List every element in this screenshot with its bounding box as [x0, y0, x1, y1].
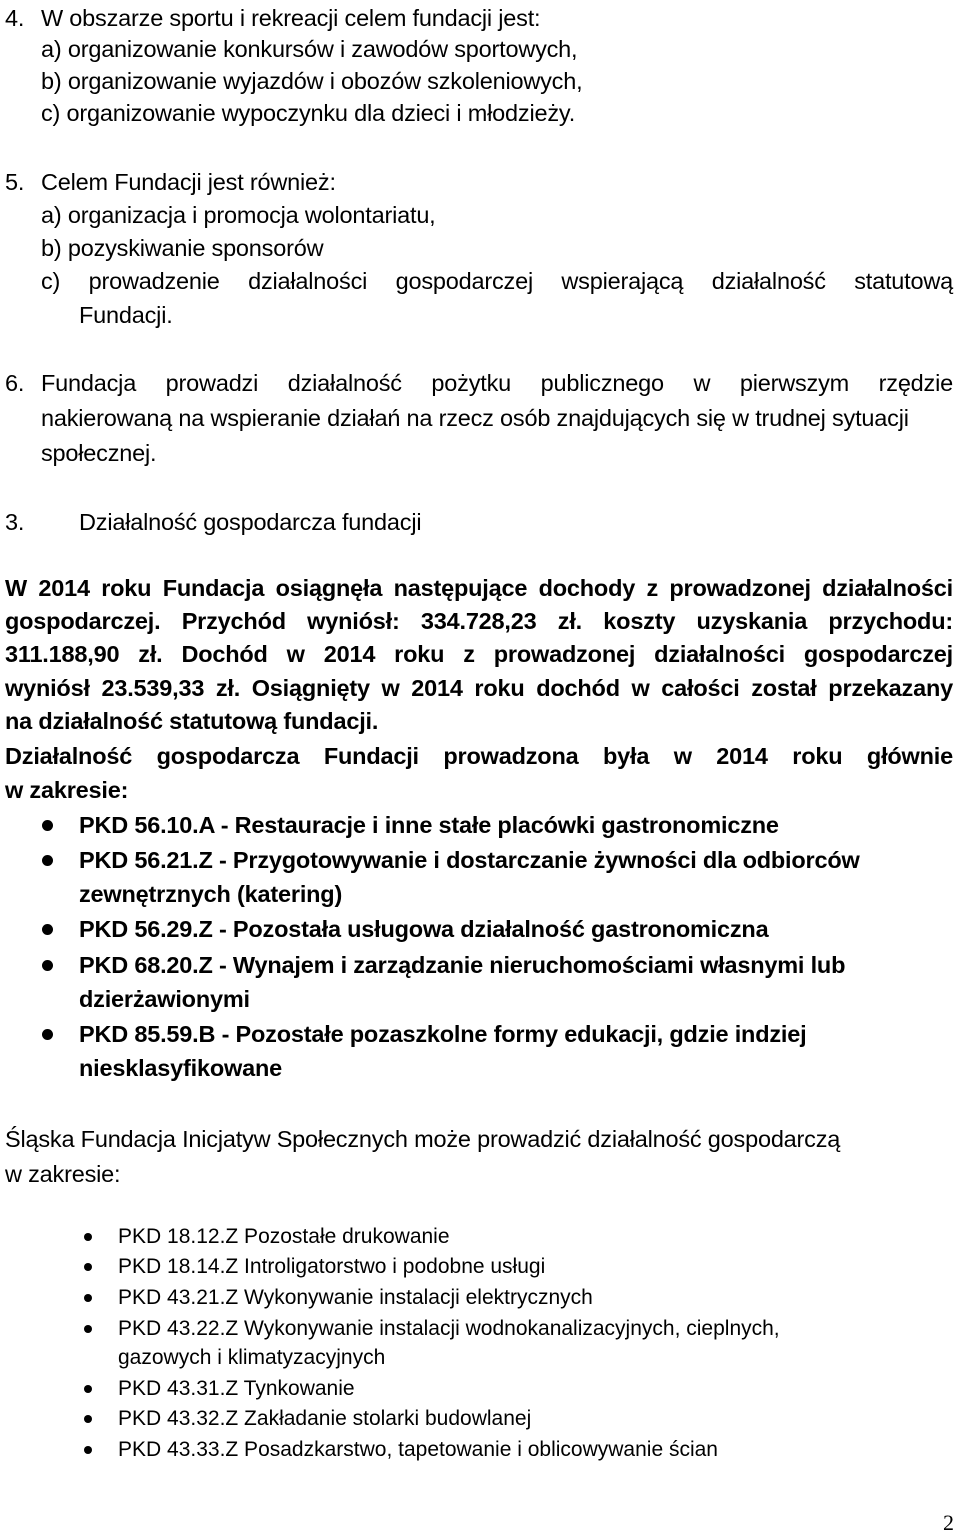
pkd-item: PKD 43.31.Z Tynkowanie: [118, 1377, 355, 1400]
pkd-item: PKD 18.14.Z Introligatorstwo i podobne usługi: [118, 1255, 546, 1278]
income-line: na działalność statutową fundacji.: [5, 708, 379, 734]
bullet-icon: [42, 820, 53, 831]
list-item: c) prowadzenie działalności gospodarczej wspierającą działalność statutową: [41, 268, 953, 294]
bullet-icon: [84, 1294, 92, 1302]
bullet-icon: [84, 1325, 92, 1333]
pkd-item: PKD 43.33.Z Posadzkarstwo, tapetowanie i oblicowywanie ścian: [118, 1438, 718, 1461]
income-line: wyniósł 23.539,33 zł. Osiągnięty w 2014 roku dochód w całości został przekazany: [5, 675, 953, 701]
income-line: 311.188,90 zł. Dochód w 2014 roku z prowadzonej działalności gospodarczej: [5, 641, 953, 667]
list-item: a) organizacja i promocja wolontariatu,: [41, 202, 436, 228]
section-heading: Celem Fundacji jest również:: [41, 169, 336, 195]
paragraph-line: nakierowaną na wspieranie działań na rzecz osób znajdujących się w trudnej sytuacji: [41, 405, 909, 431]
pkd-item: PKD 18.12.Z Pozostałe drukowanie: [118, 1225, 450, 1248]
bullet-icon: [84, 1385, 92, 1393]
list-item: a) organizowanie konkursów i zawodów sportowych,: [41, 36, 578, 62]
pkd-item: PKD 68.20.Z - Wynajem i zarządzanie nieruchomościami własnymi lub: [79, 952, 846, 978]
income-line: W 2014 roku Fundacja osiągnęła następujące dochody z prowadzonej działalności: [5, 575, 953, 601]
pkd-item: PKD 43.21.Z Wykonywanie instalacji elektrycznych: [118, 1286, 593, 1309]
section-heading: Działalność gospodarcza fundacji: [79, 509, 422, 535]
pkd-item-continuation: zewnętrznych (katering): [79, 881, 343, 907]
scope-line: w zakresie:: [5, 777, 129, 803]
list-item: b) organizowanie wyjazdów i obozów szkoleniowych,: [41, 68, 583, 94]
pkd-item: PKD 43.32.Z Zakładanie stolarki budowlanej: [118, 1407, 532, 1430]
possible-line: Śląska Fundacja Inicjatyw Społecznych może prowadzić działalność gospodarczą: [5, 1126, 841, 1152]
bullet-icon: [84, 1446, 92, 1454]
paragraph-line: Fundacja prowadzi działalność pożytku publicznego w pierwszym rzędzie: [41, 370, 953, 396]
pkd-item: PKD 43.22.Z Wykonywanie instalacji wodnokanalizacyjnych, cieplnych,: [118, 1317, 780, 1340]
bullet-icon: [42, 924, 53, 935]
pkd-item: PKD 56.10.A - Restauracje i inne stałe placówki gastronomiczne: [79, 812, 779, 838]
bullet-icon: [84, 1263, 92, 1271]
section-number: 5.: [5, 169, 25, 195]
list-item: c) organizowanie wypoczynku dla dzieci i młodzieży.: [41, 100, 576, 126]
bullet-icon: [42, 1029, 53, 1040]
page-number: 2: [943, 1510, 954, 1535]
section-number: 3.: [5, 509, 25, 535]
section-number: 4.: [5, 5, 25, 31]
list-item-continuation: Fundacji.: [79, 302, 173, 328]
income-line: gospodarczej. Przychód wyniósł: 334.728,23 zł. koszty uzyskania przychodu:: [5, 608, 953, 634]
possible-line: w zakresie:: [5, 1161, 121, 1187]
paragraph-line: społecznej.: [41, 440, 157, 466]
bullet-icon: [84, 1415, 92, 1423]
scope-line: Działalność gospodarcza Fundacji prowadzona była w 2014 roku głównie: [5, 743, 953, 769]
pkd-item-continuation: niesklasyfikowane: [79, 1055, 282, 1081]
pkd-item: PKD 56.21.Z - Przygotowywanie i dostarczanie żywności dla odbiorców: [79, 847, 860, 873]
pkd-item-continuation: gazowych i klimatyzacyjnych: [118, 1346, 386, 1369]
section-heading: W obszarze sportu i rekreacji celem fundacji jest:: [41, 5, 541, 31]
pkd-item: PKD 56.29.Z - Pozostała usługowa działalność gastronomiczna: [79, 916, 769, 942]
pkd-item: PKD 85.59.B - Pozostałe pozaszkolne formy edukacji, gdzie indziej: [79, 1021, 807, 1047]
bullet-icon: [84, 1233, 92, 1241]
section-number: 6.: [5, 370, 25, 396]
list-item: b) pozyskiwanie sponsorów: [41, 235, 324, 261]
bullet-icon: [42, 960, 53, 971]
pkd-item-continuation: dzierżawionymi: [79, 986, 250, 1012]
bullet-icon: [42, 855, 53, 866]
